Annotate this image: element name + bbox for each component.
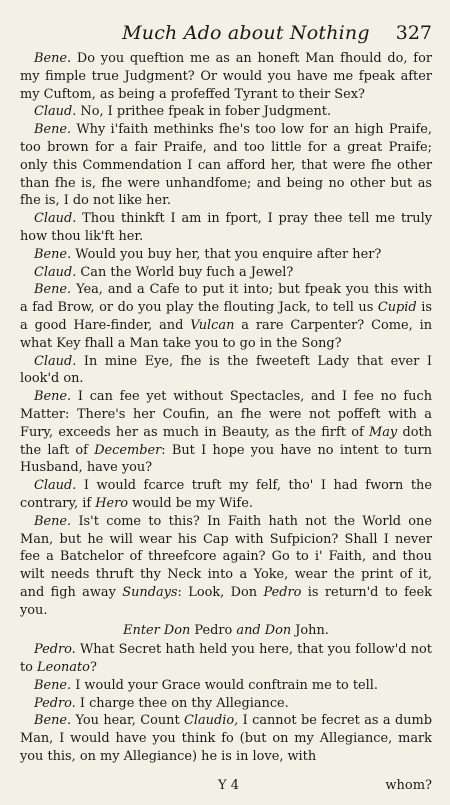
speech-text: Would you buy her, that you enquire after her? — [71, 246, 382, 262]
speaker-name: Pedro. — [34, 695, 76, 711]
speaker-name: Bene. — [34, 677, 72, 693]
speaker-name: Claud. — [34, 264, 77, 280]
speech-segment: You hear, Count — [71, 713, 185, 729]
speaker-name: Claud. — [34, 353, 77, 369]
speaker-name: Bene. — [34, 282, 72, 298]
speech-segment: December — [94, 442, 162, 458]
running-title: Much Ado about Nothing — [122, 22, 370, 44]
speech-text: Do you queftion me as an honeft Man fhould do, for my fimple true Judgment? Or would you have me fpeak after my Cuftom, as being a profeffed Tyrant to their Sex? — [20, 51, 432, 102]
speech-segment: Vulcan — [190, 317, 235, 333]
stage-direction-segment: Pedro — [194, 622, 233, 638]
speech — [20, 477, 432, 513]
speech — [20, 121, 432, 210]
body-text — [20, 50, 432, 766]
speech — [20, 388, 432, 477]
speech-segment: Sundays — [122, 584, 178, 600]
speech-text: Can the World buy fuch a Jewel? — [76, 264, 294, 280]
stage-direction-segment: John. — [295, 622, 329, 638]
signature-mark: Y 4 — [218, 778, 239, 793]
speech-text: I would your Grace would conftrain me to tell. — [71, 677, 379, 693]
speech-text: No, I prithee fpeak in fober Judgment. — [76, 104, 332, 120]
speaker-name: Bene. — [34, 51, 72, 66]
speech — [20, 641, 432, 677]
speech-segment: May — [369, 424, 398, 440]
speech — [20, 281, 432, 352]
page-header — [18, 22, 432, 52]
speech-segment: is a good Hare-finder, and — [20, 300, 432, 333]
speech — [20, 677, 432, 695]
speech-segment: Leonato — [37, 660, 90, 676]
speaker-name: Claud. — [34, 211, 77, 227]
speech — [20, 103, 432, 121]
speech — [20, 353, 432, 389]
speech-segment: What Secret hath held you here, that you follow'd not to — [20, 642, 432, 676]
speech — [20, 513, 432, 620]
speech — [20, 210, 432, 246]
speaker-name: Claud. — [34, 478, 77, 494]
speech-segment: I cannot be fecret as a dumb Man, I would have you think fo (but on my Allegiance, mark you this, on my Allegiance) he is in love, with — [20, 713, 432, 765]
page-number: 327 — [395, 22, 432, 44]
speech-segment: Claudio, — [184, 713, 239, 729]
speech-segment: : Look, Don — [177, 584, 264, 600]
speaker-name: Bene. — [34, 713, 72, 729]
catchword: whom? — [385, 778, 432, 793]
speaker-name: Bene. — [34, 122, 72, 138]
speech-segment: Is't come to this? In Faith hath not the World one Man, but he will wear his Cap with Sufpicion? Shall I never fee a Batchelor of threefcore again? Go to i' Faith, and thou wilt needs thruft thy Neck into a Yoke, wear the print of it, and figh away — [20, 513, 432, 600]
speaker-name: Bene. — [34, 389, 72, 405]
speech — [20, 246, 432, 264]
stage-direction-segment: Enter Don — [123, 622, 195, 638]
speech-text: In mine Eye, fhe is the fweeteft Lady that ever I look'd on. — [20, 353, 432, 387]
speech-segment: is return'd to feek you. — [20, 584, 432, 618]
speech-segment: : But I hope you have no intent to turn Husband, have you? — [20, 442, 432, 476]
speech-text: Why i'faith methinks fhe's too low for an high Praife, too brown for a fair Praife, and too little for a great Praife; only this Commendation I can afford her, that were fhe other than fhe is, fhe were unhandfome; and being no other but as fhe is, I do not like her. — [20, 122, 432, 209]
speech-segment: doth the laft of — [20, 424, 432, 458]
speech-segment: Hero — [95, 495, 129, 511]
speech — [20, 264, 432, 282]
speech-segment: ? — [89, 660, 97, 676]
speaker-name: Claud. — [34, 104, 77, 120]
speech — [20, 50, 432, 103]
stage-direction — [20, 622, 432, 640]
speech-segment: I would fcarce truft my felf, tho' I had fworn the contrary, if — [20, 478, 432, 511]
speech-segment: I can fee yet without Spectacles, and I fee no fuch Matter: There's her Coufin, an fhe were not poffeft with a Fury, exceeds her as much in Beauty, as the firft of — [20, 389, 432, 440]
speech — [20, 712, 432, 765]
speech-segment: Pedro — [263, 584, 302, 600]
speaker-name: Bene. — [34, 246, 72, 262]
speech-segment: Yea, and a Cafe to put it into; but fpeak you this with a fad Brow, or do you play the flouting Jack, to tell us — [20, 282, 432, 316]
speech-segment: would be my Wife. — [128, 495, 253, 511]
speaker-name: Bene. — [34, 513, 72, 529]
speech-segment: Cupid — [377, 300, 417, 316]
speech-text: Thou thinkft I am in fport, I pray thee tell me truly how thou lik'ft her. — [20, 211, 432, 244]
page-footer — [20, 778, 432, 798]
stage-direction-segment: and Don — [232, 622, 296, 638]
speech-segment: a rare Carpenter? Come, in what Key fhall a Man take you to go in the Song? — [20, 317, 432, 351]
speaker-name: Pedro. — [34, 642, 76, 658]
speech — [20, 695, 432, 713]
speech-text: I charge thee on thy Allegiance. — [75, 695, 289, 711]
